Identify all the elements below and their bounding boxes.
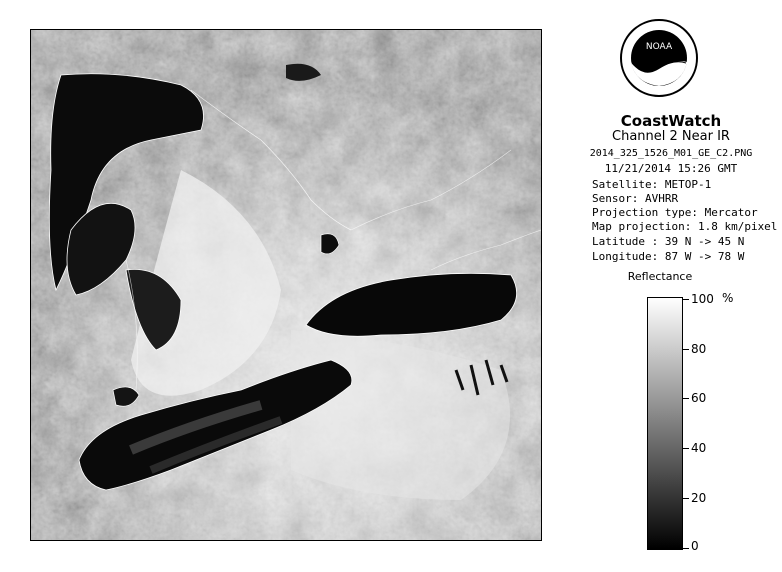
latitude-info: Latitude : 39 N -> 45 N [592,235,745,248]
colorbar-tick [683,299,689,300]
colorbar-tick-label: 100 [691,292,714,306]
longitude-info: Longitude: 87 W -> 78 W [592,250,745,263]
colorbar-tick [683,398,689,399]
satellite-map-svg [31,30,541,540]
sensor-info: Sensor: AVHRR [592,192,679,205]
noaa-logo [618,17,700,107]
page-title: CoastWatch [620,112,722,130]
colorbar-tick-label: 0 [691,539,699,553]
colorbar-tick [683,548,689,549]
colorbar-tick-label: 80 [691,342,707,356]
colorbar-tick-label: 60 [691,391,707,405]
channel-subtitle: Channel 2 Near IR [612,129,730,144]
colorbar-unit: % [722,291,734,305]
filename: 2014_325_1526_M01_GE_C2.PNG [589,148,753,159]
colorbar-tick [683,448,689,449]
colorbar-tick [683,498,689,499]
colorbar-tick-label: 40 [691,441,707,455]
satellite-image [30,29,542,541]
logo-text: NOAA [645,42,673,52]
colorbar-label: Reflectance [627,270,693,283]
colorbar-tick-label: 20 [691,491,707,505]
satellite-info: Satellite: METOP-1 [592,178,712,191]
colorbar-tick [683,349,689,350]
colorbar [647,297,683,550]
date-time: 11/21/2014 15:26 GMT [604,162,738,175]
map-projection-info: Map projection: 1.8 km/pixel [592,220,778,233]
projection-type-info: Projection type: Mercator [592,206,758,219]
